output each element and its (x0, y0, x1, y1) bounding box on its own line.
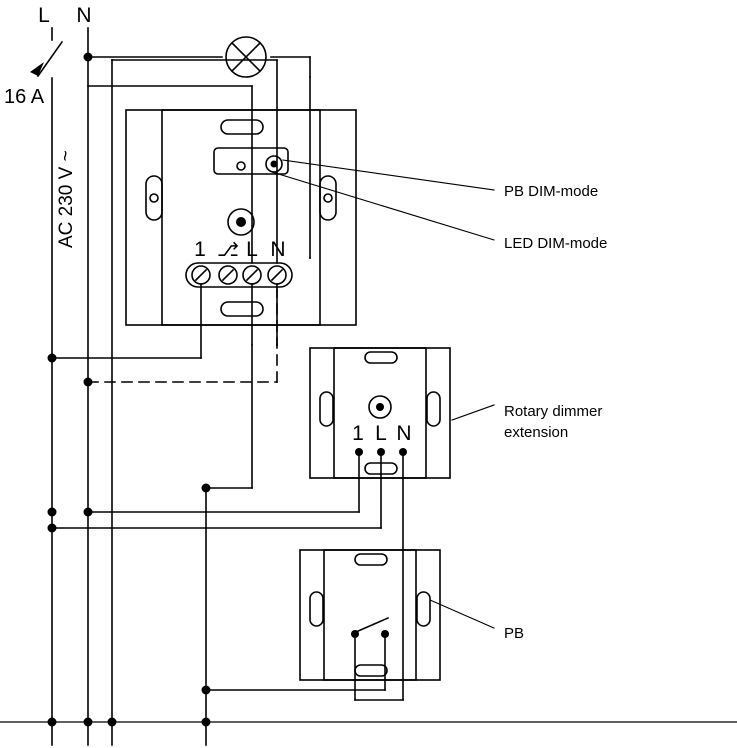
extension-claw-top (365, 352, 397, 363)
extension-terminal-1 (355, 448, 363, 456)
label-terminal-1: 1 (194, 238, 206, 261)
terminal-1-screw (196, 270, 206, 280)
terminal-L-screw (247, 270, 257, 280)
label-breaker: 16 A (4, 86, 45, 108)
terminal-N-screw (272, 270, 282, 280)
pb-mount-right (417, 592, 430, 626)
callout-rotary-dimmer-extension-line1: Rotary dimmer (504, 403, 603, 420)
callout-rotary-dimmer-extension-line2: extension (504, 424, 569, 441)
extension-terminal-L (377, 448, 385, 456)
dot-l-512-a (48, 508, 57, 517)
pb-mount-left (310, 592, 323, 626)
label-terminal-L: L (246, 238, 258, 261)
mount-hole-left (150, 194, 158, 202)
extension-mount-right (427, 392, 440, 426)
callout-pb: PB (504, 625, 525, 642)
label-mains: AC 230 V ~ (56, 150, 77, 248)
mount-slot-left (146, 176, 162, 220)
claw-slot-top (221, 120, 263, 134)
dot-l-528 (48, 524, 57, 533)
callout-led-dim-mode: LED DIM-mode (504, 235, 608, 252)
pb-outer-frame (300, 550, 440, 680)
dot-bus-690 (202, 686, 211, 695)
dot-l-358 (48, 354, 57, 363)
label-terminal-earth: ⎇ (217, 240, 239, 261)
pb-claw-top (355, 554, 387, 565)
label-ext-terminal-N: N (396, 422, 412, 445)
extension-mount-left (320, 392, 333, 426)
leader-led-dim-mode (272, 172, 494, 240)
dot-n-382 (84, 378, 93, 387)
claw-slot-bottom (221, 302, 263, 316)
dashed-wire (88, 290, 277, 382)
leader-rotary-extension (452, 405, 494, 420)
pb-switch-blade (356, 618, 388, 632)
dot-n-512 (84, 508, 93, 517)
pb-claw-bottom (355, 665, 387, 676)
mount-hole-right (324, 194, 332, 202)
led-dim-mode-indicator (237, 162, 245, 170)
label-ext-terminal-1: 1 (352, 422, 364, 445)
pb-contact-right (381, 630, 389, 638)
callout-pb-dim-mode: PB DIM-mode (504, 183, 599, 200)
terminal-earth-screw (223, 270, 233, 280)
dot-bus-488 (202, 484, 211, 493)
extension-shaft-center (376, 403, 384, 411)
label-N: N (76, 4, 92, 27)
extension-inner-frame (334, 348, 426, 478)
breaker-symbol (38, 42, 62, 76)
label-ext-terminal-L: L (375, 422, 387, 445)
extension-outer-frame (310, 348, 450, 478)
mount-slot-right (320, 176, 336, 220)
breaker-arrow (30, 62, 44, 76)
extension-terminal-N (399, 448, 407, 456)
label-terminal-N: N (270, 238, 286, 261)
shaft-center (236, 217, 246, 227)
label-L: L (38, 4, 50, 27)
dot-n-lamp (84, 53, 93, 62)
